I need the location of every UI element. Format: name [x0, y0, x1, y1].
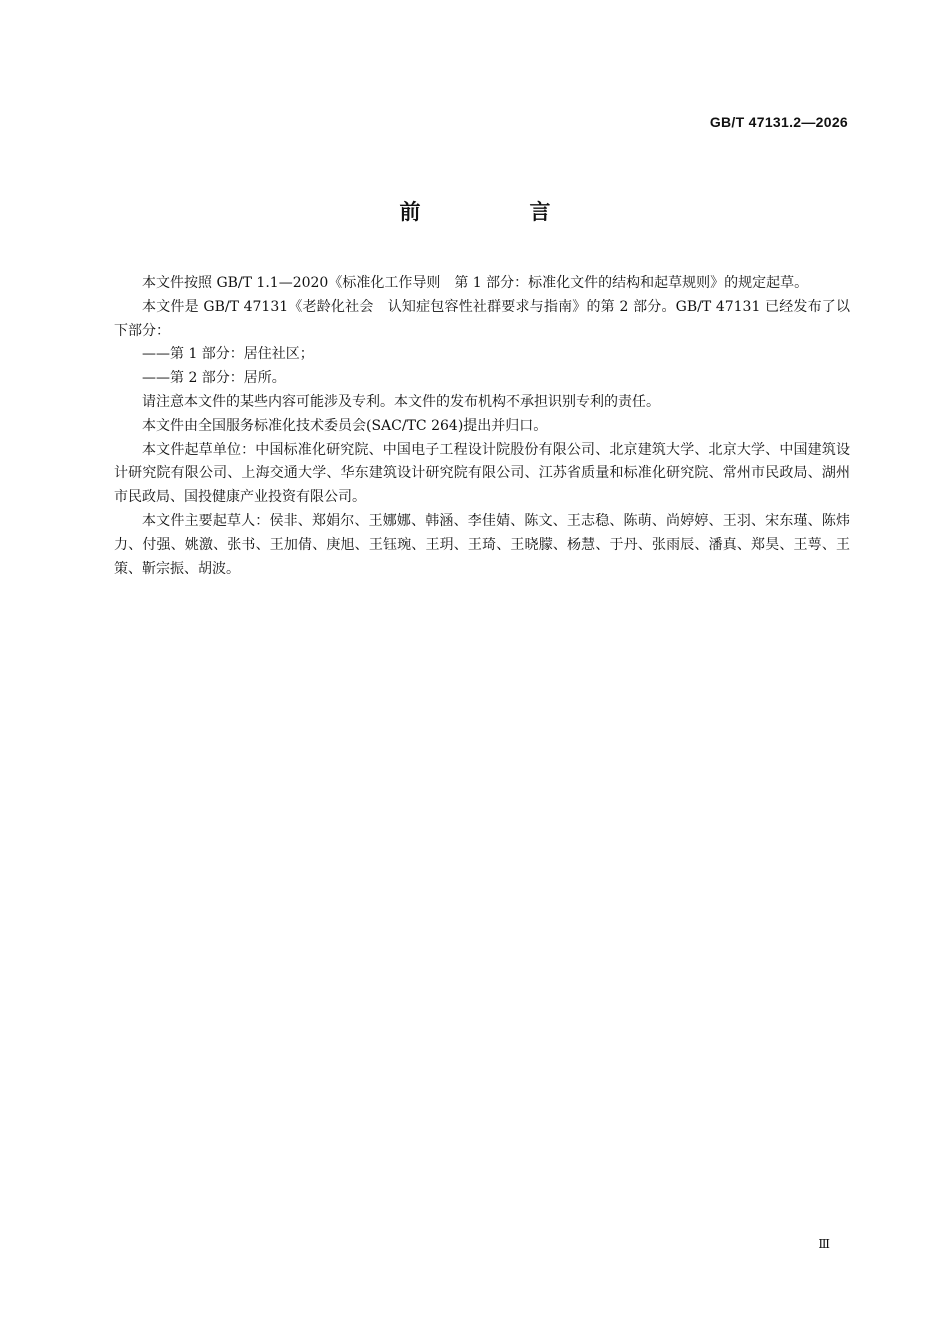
paragraph-proposer: 本文件由全国服务标准化技术委员会(SAC/TC 264)提出并归口。 — [142, 417, 548, 434]
page-title: 前 言 — [399, 200, 595, 224]
paragraph-drafting-rules: 本文件按照 GB/T 1.1—2020《标准化工作导则 第 1 部分：标准化文件的结构和起草规则》的规定起草。 — [142, 275, 809, 291]
page-number: Ⅲ — [818, 1237, 830, 1251]
paragraph-series-part: 本文件是 GB/T 47131《老龄化社会 认知症包容性社群要求与指南》的第 2 部分。GB/T 47131 已经发布了以下部分： — [114, 298, 850, 339]
paragraph-patent-notice: 请注意本文件的某些内容可能涉及专利。本文件的发布机构不承担识别专利的责任。 — [142, 393, 660, 410]
document-code: GB/T 47131.2—2026 — [709, 114, 848, 130]
paragraph-drafting-organizations: 本文件起草单位：中国标准化研究院、中国电子工程设计院股份有限公司、北京建筑大学、北京大学、中国建筑设计研究院有限公司、上海交通大学、华东建筑设计研究院有限公司、江苏省质量和标准化研究院、常州市民政局、湖州市民政局、国投健康产业投资有限公司。 — [114, 441, 850, 506]
paragraph-part-2: ——第 2 部分：居所。 — [142, 370, 286, 387]
foreword-body — [114, 272, 850, 581]
paragraph-drafters: 本文件主要起草人：侯非、郑娟尔、王娜娜、韩涵、李佳婧、陈文、王志稳、陈萌、尚婷婷、王羽、宋东瑾、陈炜力、付强、姚激、张书、王加倩、庚旭、王钰琬、王玥、王琦、王晓朦、杨慧、于丹、张雨辰、潘真、郑昊、王萼、王策、靳宗振、胡波。 — [114, 512, 850, 577]
paragraph-part-1: ——第 1 部分：居住社区； — [142, 346, 314, 363]
